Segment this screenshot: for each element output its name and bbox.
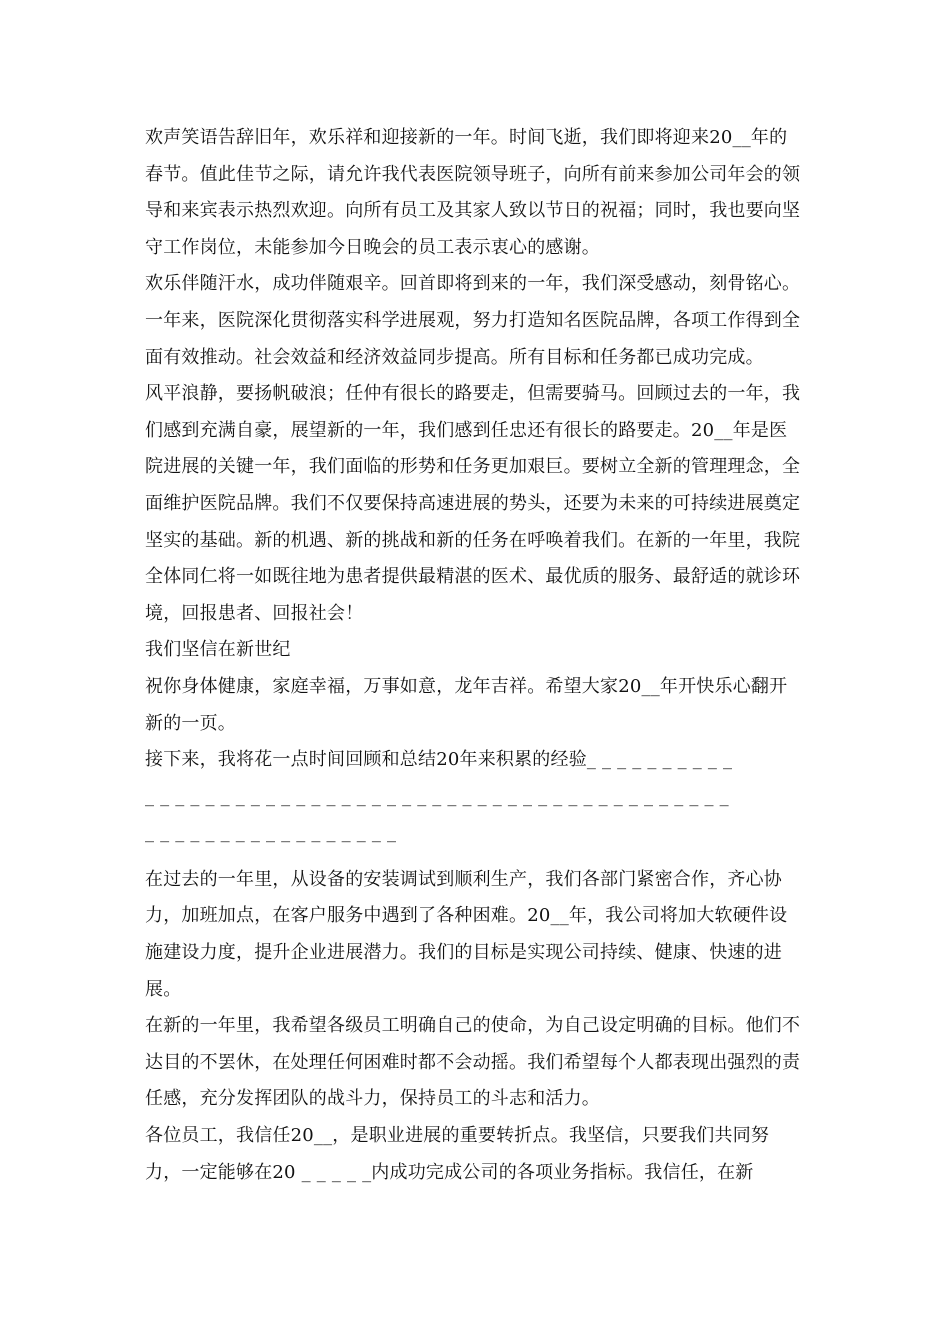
paragraph-past-year: 在过去的一年里，从设备的安装调试到顺利生产，我们各部门紧密合作，齐心协力，加班加点，在客户服务中遇到了各种困难。20__年，我公司将加大软硬件设施建设力度，提升企业进展潜力。我们的目标是实现公司持续、健康、快速的进展。 [145, 868, 788, 1000]
paragraph-gap [145, 852, 805, 862]
paragraph-new-year-greeting: 欢声笑语告辞旧年，欢乐祥和迎接新的一年。时间飞逝，我们即将迎来20__年的春节。值此佳节之际，请允许我代表医院领导班子，向所有前来参加公司年会的领导和来宾表示热烈欢迎。向所有员工及其家人致以节日的祝福；同时，我也要向坚守工作岗位，未能参加今日晚会的员工表示衷心的感谢。 [145, 127, 801, 258]
blank-fill-line: _ _ _ _ _ _ _ _ _ _ _ _ _ _ _ _ _ [145, 822, 397, 844]
paragraph-belief: 我们坚信在新世纪 [145, 639, 291, 661]
document-body [145, 120, 805, 1191]
paragraph-employees: 各位员工，我信任20__，是职业进展的重要转折点。我坚信，只要我们共同努力，一定能够在20 _ _ _ _ _内成功完成公司的各项业务指标。我信任，在新 [145, 1125, 770, 1183]
paragraph-wishes: 祝你身体健康，家庭幸福，万事如意，龙年吉祥。希望大家20__年开快乐心翻开新的一页。 [145, 675, 788, 734]
paragraph-outlook: 风平浪静，要扬帆破浪；任仲有很长的路要走，但需要骑马。回顾过去的一年，我们感到充满自豪，展望新的一年，我们感到任忠还有很长的路要走。20__年是医院进展的关键一年，我们面临的形势和任务更加艰巨。要树立全新的管理理念，全面维护医院品牌。我们不仅要保持高速进展的势头，还要为未来的可持续进展奠定坚实的基础。新的机遇、新的挑战和新的任务在呼唤着我们。在新的一年里，我院全体同仁将一如既往地为患者提供最精湛的医术、最优质的服务、最舒适的就诊环境，回报患者、回报社会！ [145, 383, 801, 624]
paragraph-review-intro: 接下来，我将花一点时间回顾和总结20年来积累的经验_ _ _ _ _ _ _ _ _ _ [145, 749, 733, 771]
paragraph-goals: 在新的一年里，我希望各级员工明确自己的使命，为自己设定明确的目标。他们不达目的不罢休，在处理任何困难时都不会动摇。我们希望每个人都表现出强烈的责任感，充分发挥团队的战斗力，保持员工的斗志和活力。 [145, 1015, 801, 1110]
blank-fill-line: _ _ _ _ _ _ _ _ _ _ _ _ _ _ _ _ _ _ _ _ _ _ _ _ _ _ _ _ _ _ _ _ _ _ _ _ _ _ _ [145, 785, 729, 807]
paragraph-achievements: 欢乐伴随汗水，成功伴随艰辛。回首即将到来的一年，我们深受感动，刻骨铭心。一年来，医院深化贯彻落实科学进展观，努力打造知名医院品牌，各项工作得到全面有效推动。社会效益和经济效益同步提高。所有目标和任务都已成功完成。 [145, 273, 801, 368]
